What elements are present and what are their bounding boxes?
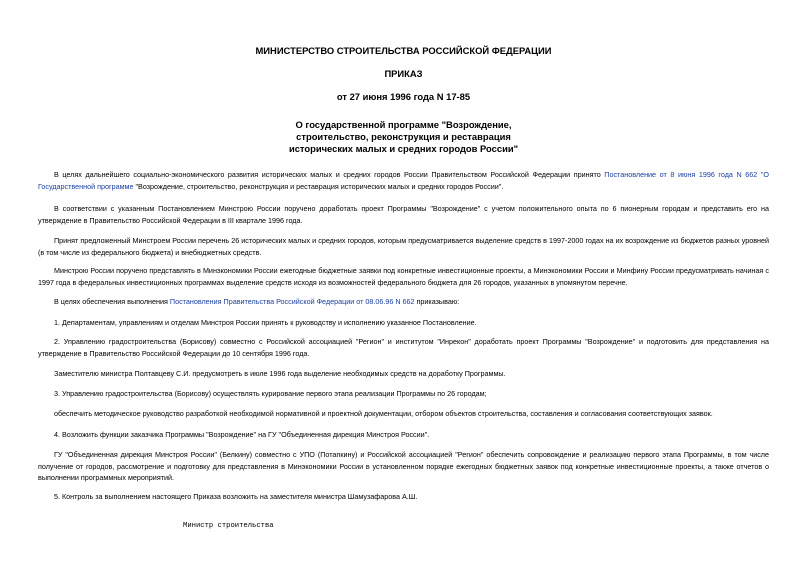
paragraph: Принят предложенный Минстроем России перечень 26 исторических малых и средних городов, которым предусматривается выделение средств в 1997-2000 годах на их возрождение из бюджетов разных уровней (в том числе из федерального бюджета) и внебюджетных средств.: [38, 236, 769, 257]
resolution-link[interactable]: Постановления Правительства Российской Федерации от 08.06.96 N 662: [169, 297, 415, 306]
paragraph-text: "Возрождение, строительство, реконструкция и реставрация исторических малых и средних городов России".: [133, 181, 504, 191]
resolution-link[interactable]: Постановление от 8 июня 1996 года N 662 "О Государственной программе: [38, 170, 769, 191]
paragraph-text: В целях дальнейшего социально-экономического развития исторических малых и средних городов России Правительством Российской Федерации принято: [54, 170, 605, 179]
subject-line: О государственной программе "Возрождение,: [295, 119, 512, 130]
paragraph: В соответствии с указанным Постановлением Минстрою России поручено доработать проект Программы "Возрождение" с учетом положительного опыта по 6 пионерным городам и представить его на утверждение в Правительство Российской Федерации в III квартале 1996 года.: [38, 204, 769, 225]
order-subject: [0, 119, 807, 155]
paragraph: [38, 169, 769, 192]
paragraph: 1. Департаментам, управлениям и отделам Минстроя России принять к руководству и исполнению указанное Постановление.: [54, 318, 477, 327]
paragraph: Заместителю министра Полтавцеву С.И. предусмотреть в июле 1996 года выделение необходимых средств на доработку Программы.: [54, 369, 506, 378]
subject-line: строительство, реконструкция и реставрация: [296, 131, 511, 142]
paragraph: [38, 296, 769, 308]
order-title: ПРИКАЗ: [384, 68, 423, 79]
ministry-title: МИНИСТЕРСТВО СТРОИТЕЛЬСТВА РОССИЙСКОЙ ФЕДЕРАЦИИ: [255, 45, 552, 56]
signature: Министр строительства: [183, 522, 274, 530]
paragraph: 2. Управлению градостроительства (Борисову) совместно с Российской ассоциацией "Регион" и институтом "Инрекон" доработать проект Программы "Возрождение" и подготовить для представления на утверждение в Правительство Российской Федерации до 10 сентября 1996 года.: [38, 337, 769, 358]
paragraph: ГУ "Объединенная дирекция Минстроя России" (Белкину) совместно с УПО (Потапкину) и Российской ассоциацией "Регион" обеспечить сопровождение и реализацию первого этапа Программы, в том числе получение от городов, рассмотрение и подготовку для представления в Минэкономики России в установленном порядке ежегодных бюджетных заявок под конкретные инвестиционные проекты, а также отчетов о выполнении программных мероприятий.: [38, 450, 769, 482]
order-date: от 27 июня 1996 года N 17-85: [336, 91, 471, 102]
paragraph-text: приказываю:: [414, 297, 460, 306]
paragraph-text: В целях обеспечения выполнения: [54, 297, 170, 306]
paragraph: Минстрою России поручено представлять в Минэкономики России ежегодные бюджетные заявки под конкретные инвестиционные проекты, а Минэкономики России и Минфину России предусматривать начиная с 1997 года в федеральных инвестиционных программах выделение средств исходя из возможностей федерального бюджета для 26 городов, указанных в упомянутом перечне.: [38, 266, 769, 287]
paragraph: 3. Управлению градостроительства (Борисову) осуществлять курирование первого этапа реализации Программы по 26 городам;: [54, 389, 487, 398]
paragraph: 5. Контроль за выполнением настоящего Приказа возложить на заместителя министра Шамузафарова А.Ш.: [54, 492, 418, 501]
subject-line: исторических малых и средних городов России": [288, 143, 519, 154]
paragraph: 4. Возложить функции заказчика Программы "Возрождение" на ГУ "Объединенная дирекция Минстроя России".: [54, 430, 430, 439]
paragraph: обеспечить методическое руководство разработкой необходимой нормативной и проектной документации, отбором объектов строительства, составления и согласования соответствующих заявок.: [54, 409, 713, 418]
